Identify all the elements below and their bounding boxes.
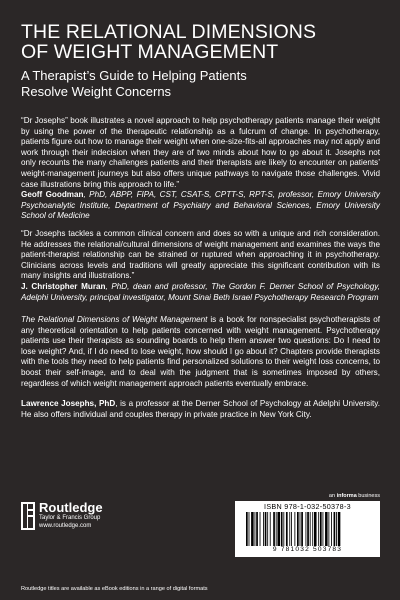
book-title-line-1: THE RELATIONAL DIMENSIONS bbox=[21, 21, 317, 43]
informa-business-tag: an informa business bbox=[328, 493, 380, 499]
endorser-credentials: , PhD, ABPP, FIPA, CST, CSAT-S, CPTT-S, RPT-S, professor, Emory University Psychoanalytic Institute, Department of Psychiatry and Behavioral Sciences, Emory University School of Medicine bbox=[21, 190, 380, 221]
book-subtitle bbox=[21, 68, 380, 100]
barcode-icon bbox=[244, 512, 372, 546]
publisher-url: www.routledge.com bbox=[39, 523, 92, 529]
routledge-logo-icon bbox=[21, 502, 35, 530]
book-title-line-2: OF WEIGHT MANAGEMENT bbox=[21, 41, 279, 63]
publisher-logo bbox=[21, 502, 151, 542]
barcode-panel bbox=[235, 501, 380, 557]
barcode-number: 9 781032 503783 bbox=[272, 546, 343, 553]
book-title-inline: The Relational Dimensions of Weight Management bbox=[21, 315, 208, 325]
description-text: is a book for nonspecialist psychotherapists of any theoretical orientation to help patients concerned with weight management. Psychotherapy patients use their therapists as sounding boards to help them answer two questions: Do I need to lose weight? And, if I do need to lose weight, how should I go about it? Chapters provide therapists with the tools they need to help patients find personalized solutions to their weight loss concerns, to boost their self-image, and to deal with the judgment that is sometimes imposed by others, regardless of which weight management approach patients eventually embrace. bbox=[21, 315, 380, 388]
endorser-name: J. Christopher Muran bbox=[21, 281, 106, 291]
publisher-group: Taylor & Francis Group bbox=[39, 515, 101, 521]
endorsement-quote: “Dr Josephs” book illustrates a novel approach to help psychotherapy patients manage their weight by using the power of the therapeutic relationship as a fulcrum of change. In psychotherapy, patients figure out how to manage their weight when one-size-fits-all approaches may not apply and work through their indecision when they are of two minds about how to go about it. Josephs not only recounts the many challenges patients and their therapists are likely to encounter on patients’ weight-management journeys but also offers unique pathways to navigate those challenges. Vivid case illustrations bring this approach to life.” bbox=[21, 116, 380, 189]
endorser-credentials: , PhD, dean and professor, The Gordon F. Derner School of Psychology, Adelphi University, principal investigator, Mount Sinai Beth Israel Psychotherapy Research Program bbox=[21, 281, 380, 302]
book-subtitle-line-1: A Therapist’s Guide to Helping Patients bbox=[21, 68, 247, 83]
book-subtitle-line-2: Resolve Weight Concerns bbox=[21, 84, 172, 99]
ebook-note: Routledge titles are available as eBook editions in a range of digital formats bbox=[21, 586, 208, 592]
publisher-name: Routledge bbox=[39, 500, 103, 515]
author-bio bbox=[21, 399, 380, 420]
book-title bbox=[21, 22, 380, 62]
author-name: Lawrence Josephs, PhD bbox=[21, 399, 116, 409]
author-bio-text: , is a professor at the Derner School of Psychology at Adelphi University. He also offers individual and couples therapy in private practice in New York City. bbox=[21, 399, 380, 419]
cover-footer bbox=[21, 493, 380, 584]
endorsement-quote: “Dr Josephs tackles a common clinical concern and does so with a unique and rich consideration. He addresses the relational/cultural dimensions of weight management and examines the ways the patient-therapist relationship can be strained or ruptured when approaching it in psychotherapy. Clinicians across levels and traditions will greatly appreciate this significant contribution with its many insights and illustrations.” bbox=[21, 228, 380, 281]
isbn-label: ISBN 978-1-032-50378-3 bbox=[264, 502, 351, 511]
endorsement-muran bbox=[21, 229, 380, 303]
book-description bbox=[21, 315, 380, 389]
endorser-name: Geoff Goodman bbox=[21, 190, 84, 200]
endorsement-goodman bbox=[21, 116, 380, 222]
